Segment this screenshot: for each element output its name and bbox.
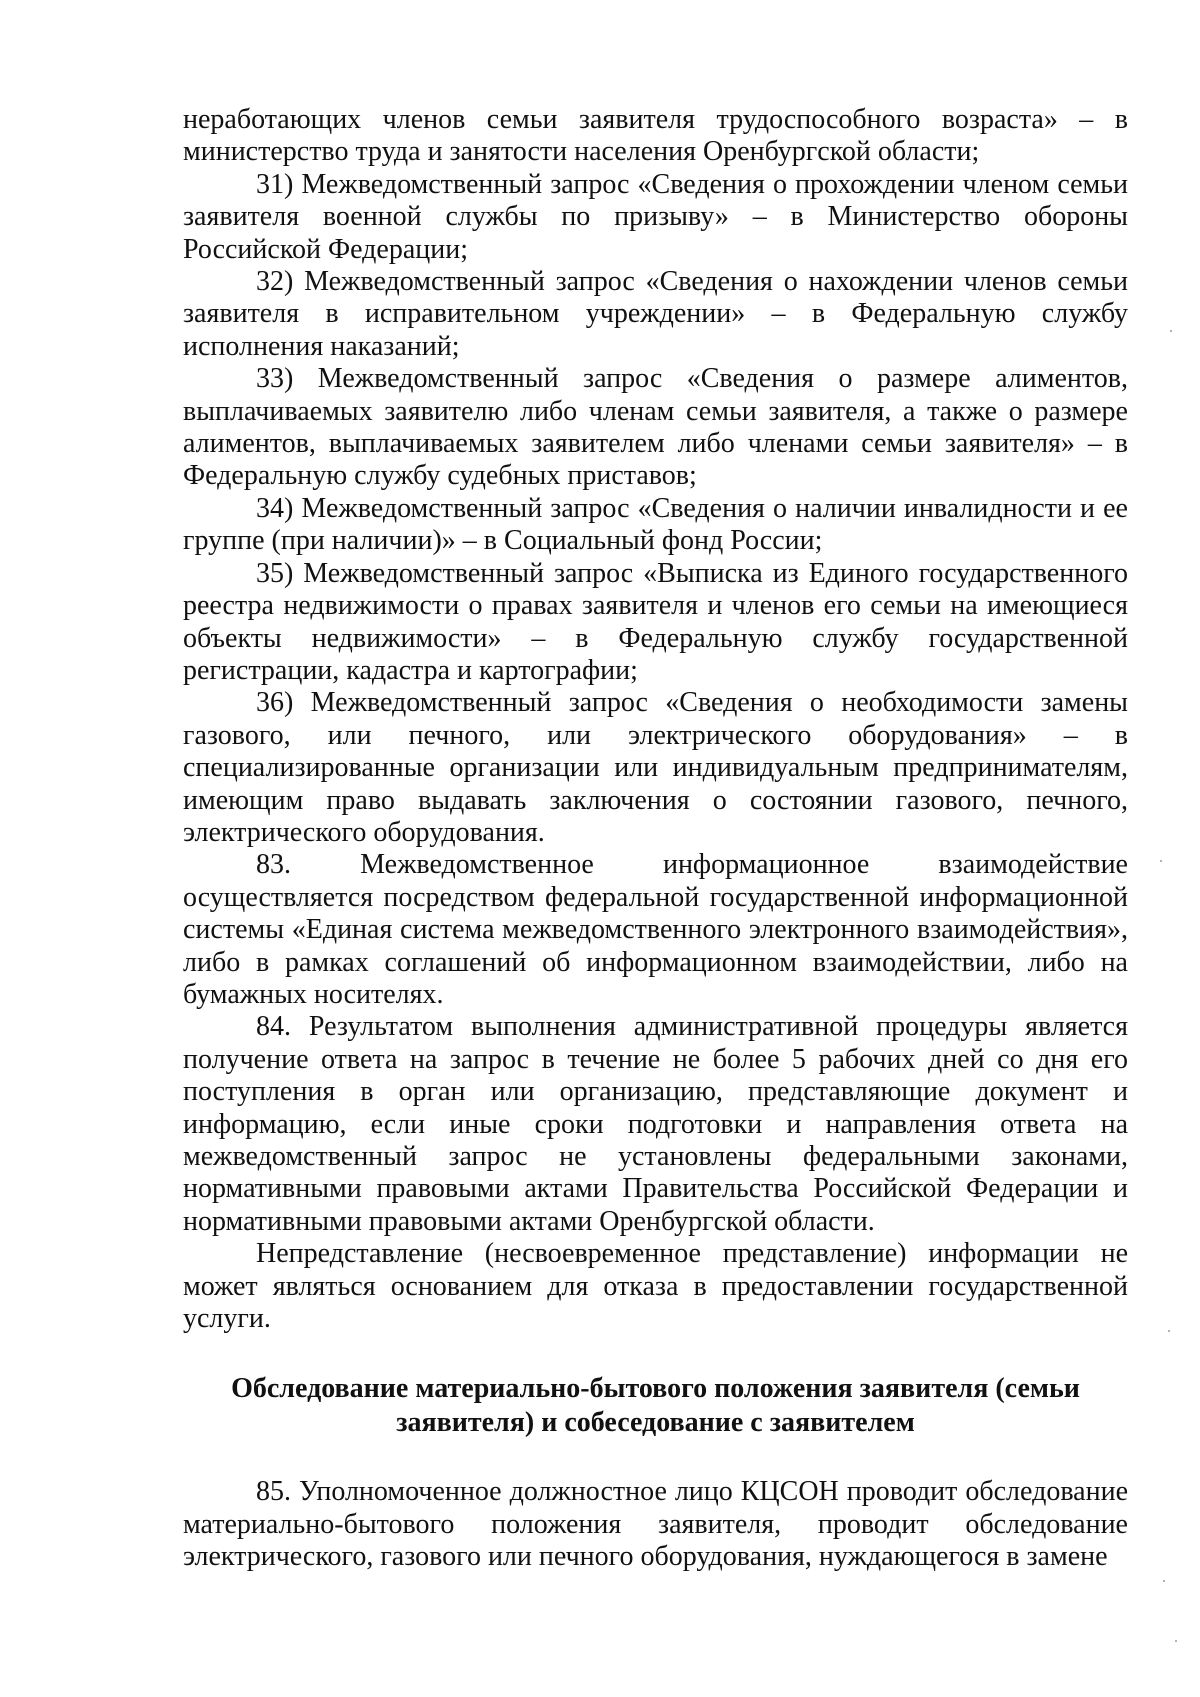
paragraph-item-36: 36) Межведомственный запрос «Сведения о необходимости замены газового, или печного, или электрического оборудования» – в специализированные организации или индивидуальным предпринимателям, имеющим право выдавать заключения о состоянии газового, печного, электрического оборудования. <box>183 687 1128 848</box>
paragraph-85: 85. Уполномоченное должностное лицо КЦСОН проводит обследование материально-бытового положения заявителя, проводит обследование электрического, газового или печного оборудования, нуждающегося в замене <box>183 1476 1128 1573</box>
paragraph-item-33: 33) Межведомственный запрос «Сведения о размере алиментов, выплачиваемых заявителю либо членам семьи заявителя, а также о размере алиментов, выплачиваемых заявителем либо членами семьи заявителя» – в Федеральную службу судебных приставов; <box>183 363 1128 492</box>
paragraph-84-note: Непредставление (несвоевременное представление) информации не может являться основанием для отказа в предоставлении государственной услуги. <box>183 1238 1128 1335</box>
paragraph-item-32: 32) Межведомственный запрос «Сведения о нахождении членов семьи заявителя в исправительном учреждении» – в Федеральную службу исполнения наказаний; <box>183 266 1128 362</box>
paragraph-item-31: 31) Межведомственный запрос «Сведения о прохождении членом семьи заявителя военной службы по призыву» – в Министерство обороны Российской Федерации; <box>183 168 1128 265</box>
document-body <box>183 104 1128 1574</box>
paragraph-84: 84. Результатом выполнения административной процедуры является получение ответа на запрос в течение не более 5 рабочих дней со дня его поступления в орган или организацию, представляющие документ и информацию, если иные сроки подготовки и направления ответа на межведомственный запрос не установлены федеральными законами, нормативными правовыми актами Правительства Российской Федерации и нормативными правовыми актами Оренбургской области. <box>183 1011 1128 1237</box>
paragraph-item-34: 34) Межведомственный запрос «Сведения о наличии инвалидности и ее группе (при наличии)» – в Социальный фонд России; <box>183 492 1128 557</box>
scan-speck <box>1168 1330 1170 1332</box>
scan-speck <box>1163 1580 1165 1582</box>
scan-speck <box>1175 1640 1177 1642</box>
paragraph-item-35: 35) Межведомственный запрос «Выписка из Единого государственного реестра недвижимости о правах заявителя и членов его семьи на имеющиеся объекты недвижимости» – в Федеральную службу государственной регистрации, кадастра и картографии; <box>183 557 1128 686</box>
section-heading: Обследование материально-бытового положения заявителя (семьи заявителя) и собеседование с заявителем <box>231 1373 1080 1439</box>
scan-speck <box>1160 860 1162 862</box>
paragraph-83: 83. Межведомственное информационное взаимодействие осуществляется посредством федеральной государственной информационной системы «Единая система межведомственного электронного взаимодействия», либо в рамках соглашений об информационном взаимодействии, либо на бумажных носителях. <box>183 849 1128 1010</box>
scan-speck <box>1170 330 1172 332</box>
paragraph-continuation: неработающих членов семьи заявителя трудоспособного возраста» – в министерство труда и занятости населения Оренбургской области; <box>183 104 1128 168</box>
